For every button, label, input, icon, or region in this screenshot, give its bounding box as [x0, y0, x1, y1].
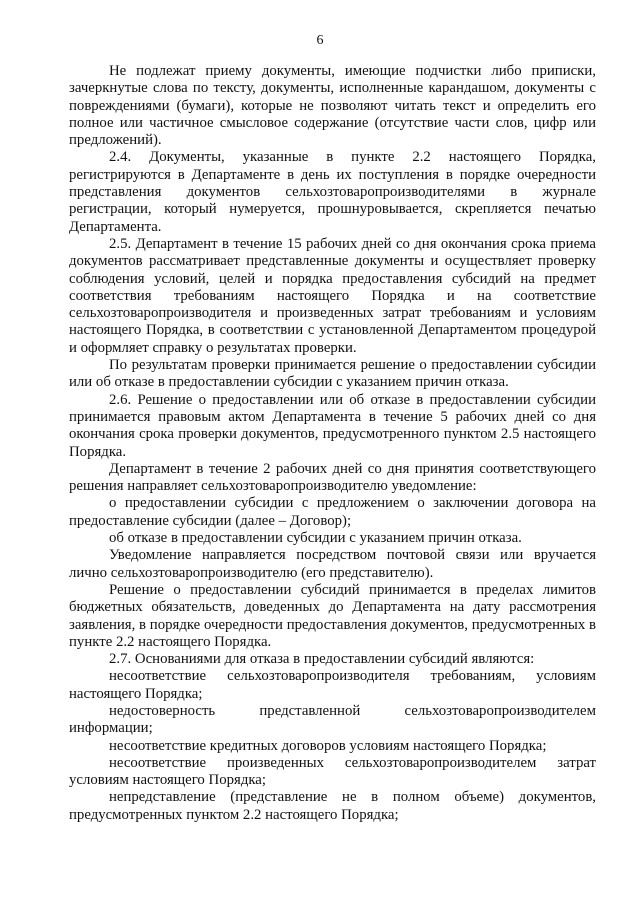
paragraph-2-4-registration: 2.4. Документы, указанные в пункте 2.2 настоящего Порядка, регистрируются в Департаменте в день их поступления в порядке очередности представления документов сельхозтоваропроизводителями в журнале регистрации, который нумеруется, прошнуровывается, скрепляется печатью Департамента.: [69, 149, 596, 235]
paragraph-ground-false-info: недостоверность представленной сельхозтоваропроизводителем информации;: [69, 702, 596, 737]
paragraph-2-7-refusal-grounds: 2.7. Основаниями для отказа в предоставлении субсидий являются:: [109, 651, 535, 668]
paragraph-notice-refusal: об отказе в предоставлении субсидии с указанием причин отказа.: [109, 530, 522, 547]
paragraph-notice-grant: о предоставлении субсидии с предложением о заключении договора на предоставление субсидии (далее – Договор);: [69, 495, 596, 529]
paragraph-ground-missing-documents: непредставление (представление не в полном объеме) документов, предусмотренных пунктом 2.2 настоящего Порядка;: [69, 789, 596, 823]
paragraph-review-decision: По результатам проверки принимается решение о предоставлении субсидии или об отказе в предоставлении субсидии с указанием причин отказа.: [69, 357, 596, 391]
paragraph-ground-credit-contracts: несоответствие кредитных договоров условиям настоящего Порядка;: [109, 737, 547, 754]
page-number: 6: [316, 33, 324, 48]
document-body: [69, 63, 596, 824]
paragraph-2-5-review: 2.5. Департамент в течение 15 рабочих дней со дня окончания срока приема документов рассматривает представленные документы и осуществляет проверку соблюдения условий, целей и порядка предоставления субсидий на предмет соответствия требованиям настоящего Порядка и на соответствие сельхозтоваропроизводителя и произведенных затрат требованиям и условиям настоящего Порядка, в соответствии с установленной Департаментом процедурой и оформляет справку о результатах проверки.: [69, 235, 596, 356]
paragraph-rejected-documents: Не подлежат приему документы, имеющие подчистки либо приписки, зачеркнутые слова по тексту, документы, исполненные карандашом, документы с повреждениями (бумаги), которые не позволяют читать текст и определить его полное или частичное смысловое содержание (отсутствие части слов, цифр или предложений).: [69, 63, 596, 149]
paragraph-2-6-legal-act: 2.6. Решение о предоставлении или об отказе в предоставлении субсидии принимается правовым актом Департамента в течение 5 рабочих дней со дня окончания срока проверки документов, предусмотренного пунктом 2.5 настоящего Порядка.: [69, 391, 596, 460]
paragraph-notification: Департамент в течение 2 рабочих дней со дня принятия соответствующего решения направляет сельхозтоваропроизводителю уведомление:: [69, 460, 596, 495]
paragraph-budget-limits: Решение о предоставлении субсидий принимается в пределах лимитов бюджетных обязательств, доведенных до Департамента на дату рассмотрения заявления, в порядке очередности предоставления документов, предусмотренных в пункте 2.2 настоящего Порядка.: [69, 581, 596, 650]
paragraph-ground-noncompliance: несоответствие сельхозтоваропроизводителя требованиям, условиям настоящего Порядка;: [69, 668, 596, 702]
paragraph-notice-delivery: Уведомление направляется посредством почтовой связи или вручается лично сельхозтоваропроизводителю (его представителю).: [69, 547, 596, 581]
paragraph-ground-costs: несоответствие произведенных сельхозтоваропроизводителем затрат условиям настоящего Порядка;: [69, 754, 596, 789]
